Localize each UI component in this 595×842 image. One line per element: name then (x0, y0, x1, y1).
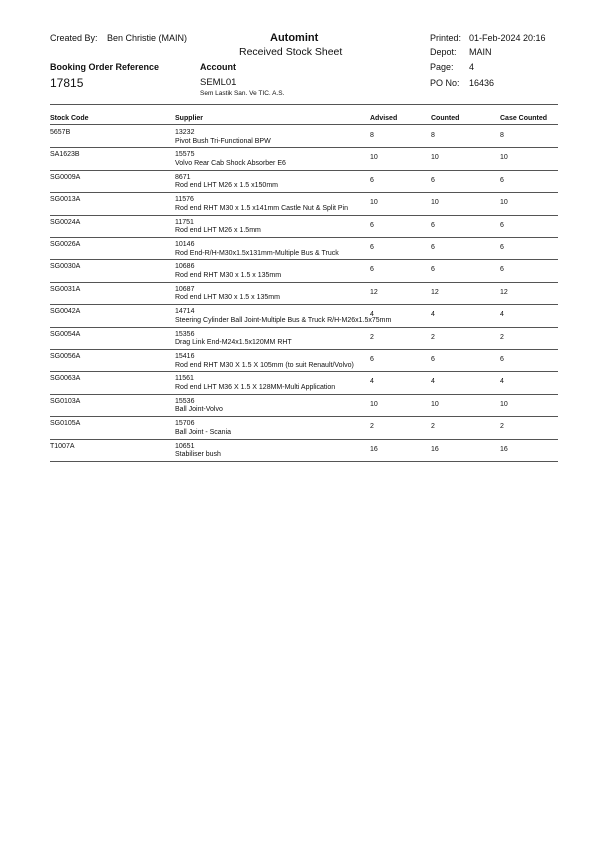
counted-qty: 2 (431, 333, 435, 341)
counted-qty: 12 (431, 288, 439, 296)
supplier-number: 10686 (175, 263, 195, 271)
supplier-number: 15706 (175, 420, 195, 428)
advised-qty: 12 (370, 288, 378, 296)
case-counted-qty: 16 (500, 445, 508, 453)
item-description: Rod End-R/H-M30x1.5x131mm-Multiple Bus & Truck (175, 249, 339, 257)
table-row (0, 440, 595, 463)
advised-qty: 16 (370, 445, 378, 453)
col-supplier: Supplier (175, 115, 204, 122)
table-row (0, 283, 595, 306)
counted-qty: 6 (431, 266, 435, 274)
po-label: PO No: (430, 78, 460, 88)
supplier-number: 10651 (175, 442, 195, 450)
col-advised: Advised (370, 115, 398, 122)
case-counted-qty: 6 (500, 356, 504, 363)
case-counted-qty: 4 (500, 378, 504, 386)
created-by-value: Ben Christie (MAIN) (107, 33, 188, 43)
stock-code: SG0105A (50, 420, 81, 428)
item-description: Pivot Bush Tri-Functional BPW (175, 137, 271, 145)
page-label: Page: (430, 62, 454, 72)
supplier-number: 15575 (175, 151, 195, 159)
supplier-number: 13232 (175, 129, 195, 136)
stock-code: SG0103A (50, 397, 81, 405)
case-counted-qty: 6 (500, 221, 504, 229)
col-stock-code: Stock Code (50, 115, 89, 122)
table-row (0, 417, 595, 440)
advised-qty: 10 (370, 154, 378, 162)
case-counted-qty: 12 (500, 288, 508, 296)
company-name: Automint (270, 32, 319, 44)
case-counted-qty: 10 (500, 400, 508, 408)
created-by-label: Created By: (50, 33, 98, 43)
table-row (0, 260, 595, 283)
item-description: Rod end RHT M30 x 1.5 x 135mm (175, 271, 282, 279)
stock-code: SG0024A (50, 218, 81, 226)
table-row (0, 126, 595, 149)
advised-qty: 6 (370, 266, 374, 274)
item-description: Rod end RHT M30 x 1.5 x141mm Castle Nut & Split Pin (175, 204, 349, 212)
case-counted-qty: 10 (500, 199, 508, 207)
item-description: Stabiliser bush (175, 451, 221, 459)
account-label: Account (200, 62, 236, 72)
account-code: SEML01 (200, 77, 237, 88)
account-name: Sem Lastik San. Ve TIC. A.S. (200, 90, 285, 97)
table-row (0, 328, 595, 351)
stock-code: SG0042A (50, 308, 81, 316)
advised-qty: 4 (370, 311, 374, 319)
advised-qty: 2 (370, 333, 374, 341)
table-row (0, 395, 595, 418)
advised-qty: 6 (370, 244, 374, 251)
stock-code: SG0030A (50, 263, 81, 271)
supplier-number: 15416 (175, 353, 195, 360)
stock-code: SG0054A (50, 330, 81, 338)
counted-qty: 10 (431, 154, 439, 162)
supplier-number: 10146 (175, 241, 195, 248)
case-counted-qty: 6 (500, 266, 504, 274)
booking-ref-label: Booking Order Reference (50, 62, 160, 72)
counted-qty: 4 (431, 378, 435, 386)
po-number: 16436 (469, 78, 495, 88)
item-description: Rod end LHT M26 x 1.5mm (175, 227, 261, 235)
advised-qty: 2 (370, 423, 374, 431)
counted-qty: 8 (431, 132, 435, 139)
counted-qty: 16 (431, 445, 439, 453)
counted-qty: 10 (431, 400, 439, 408)
counted-qty: 4 (431, 311, 435, 319)
header-divider (50, 104, 558, 105)
item-description: Steering Cylinder Ball Joint-Multiple Bus & Truck R/H-M26x1.5x75mm (175, 316, 392, 324)
table-row (0, 216, 595, 239)
supplier-number: 10687 (175, 285, 195, 293)
supplier-number: 15536 (175, 397, 195, 405)
supplier-number: 11751 (175, 218, 194, 226)
advised-qty: 10 (370, 400, 378, 408)
col-counted: Counted (431, 115, 460, 122)
stock-code: SG0063A (50, 375, 81, 383)
table-row (0, 238, 595, 261)
case-counted-qty: 4 (500, 311, 504, 319)
table-row (0, 372, 595, 395)
supplier-number: 15356 (175, 330, 195, 338)
depot-label: Depot: (430, 47, 457, 57)
item-description: Drag Link End-M24x1.5x120MM RHT (175, 339, 292, 347)
counted-qty: 6 (431, 221, 435, 229)
table-row (0, 305, 595, 328)
supplier-number: 14714 (175, 308, 195, 316)
advised-qty: 8 (370, 132, 374, 139)
advised-qty: 6 (370, 356, 374, 363)
counted-qty: 10 (431, 199, 439, 207)
advised-qty: 10 (370, 199, 378, 207)
printed-label: Printed: (430, 33, 462, 43)
table-row (0, 171, 595, 194)
stock-code: SG0009A (50, 173, 81, 181)
table-row (0, 350, 595, 373)
supplier-number: 11576 (175, 196, 194, 204)
item-description: Rod end RHT M30 X 1.5 X 105mm (to suit Renault/Volvo) (175, 361, 354, 369)
case-counted-qty: 2 (500, 423, 504, 431)
stock-code: SG0056A (50, 353, 81, 360)
sheet-title: Received Stock Sheet (239, 46, 343, 58)
counted-qty: 2 (431, 423, 435, 431)
supplier-number: 8671 (175, 173, 191, 181)
item-description: Ball Joint - Scania (175, 428, 232, 436)
counted-qty: 6 (431, 244, 435, 251)
supplier-number: 11561 (175, 375, 194, 383)
stock-code: SG0026A (50, 241, 81, 248)
advised-qty: 6 (370, 221, 374, 229)
stock-code: SG0013A (50, 196, 81, 204)
printed-value: 01-Feb-2024 20:16 (469, 33, 546, 43)
case-counted-qty: 6 (500, 244, 504, 251)
booking-ref-value: 17815 (50, 76, 84, 90)
case-counted-qty: 2 (500, 333, 504, 341)
case-counted-qty: 6 (500, 176, 504, 184)
case-counted-qty: 8 (500, 132, 504, 139)
stock-code: SG0031A (50, 285, 81, 293)
item-description: Volvo Rear Cab Shock Absorber E6 (175, 159, 286, 167)
table-row (0, 193, 595, 216)
col-case-counted: Case Counted (500, 115, 548, 122)
row-divider (50, 461, 558, 462)
page-number: 4 (469, 62, 475, 72)
advised-qty: 4 (370, 378, 374, 386)
stock-code: 5657B (50, 129, 71, 136)
stock-code: T1007A (50, 442, 75, 450)
counted-qty: 6 (431, 356, 435, 363)
counted-qty: 6 (431, 176, 435, 184)
item-description: Rod end LHT M26 x 1.5 x150mm (175, 182, 278, 190)
item-description: Ball Joint-Volvo (175, 406, 223, 414)
advised-qty: 6 (370, 176, 374, 184)
depot-value: MAIN (469, 47, 492, 57)
item-description: Rod end LHT M36 X 1.5 X 128MM-Multi Application (175, 383, 336, 391)
stock-code: SA1623B (50, 151, 80, 159)
table-row (0, 148, 595, 171)
case-counted-qty: 10 (500, 154, 508, 162)
column-header-divider (50, 124, 558, 125)
item-description: Rod end LHT M30 x 1.5 x 135mm (175, 294, 280, 302)
